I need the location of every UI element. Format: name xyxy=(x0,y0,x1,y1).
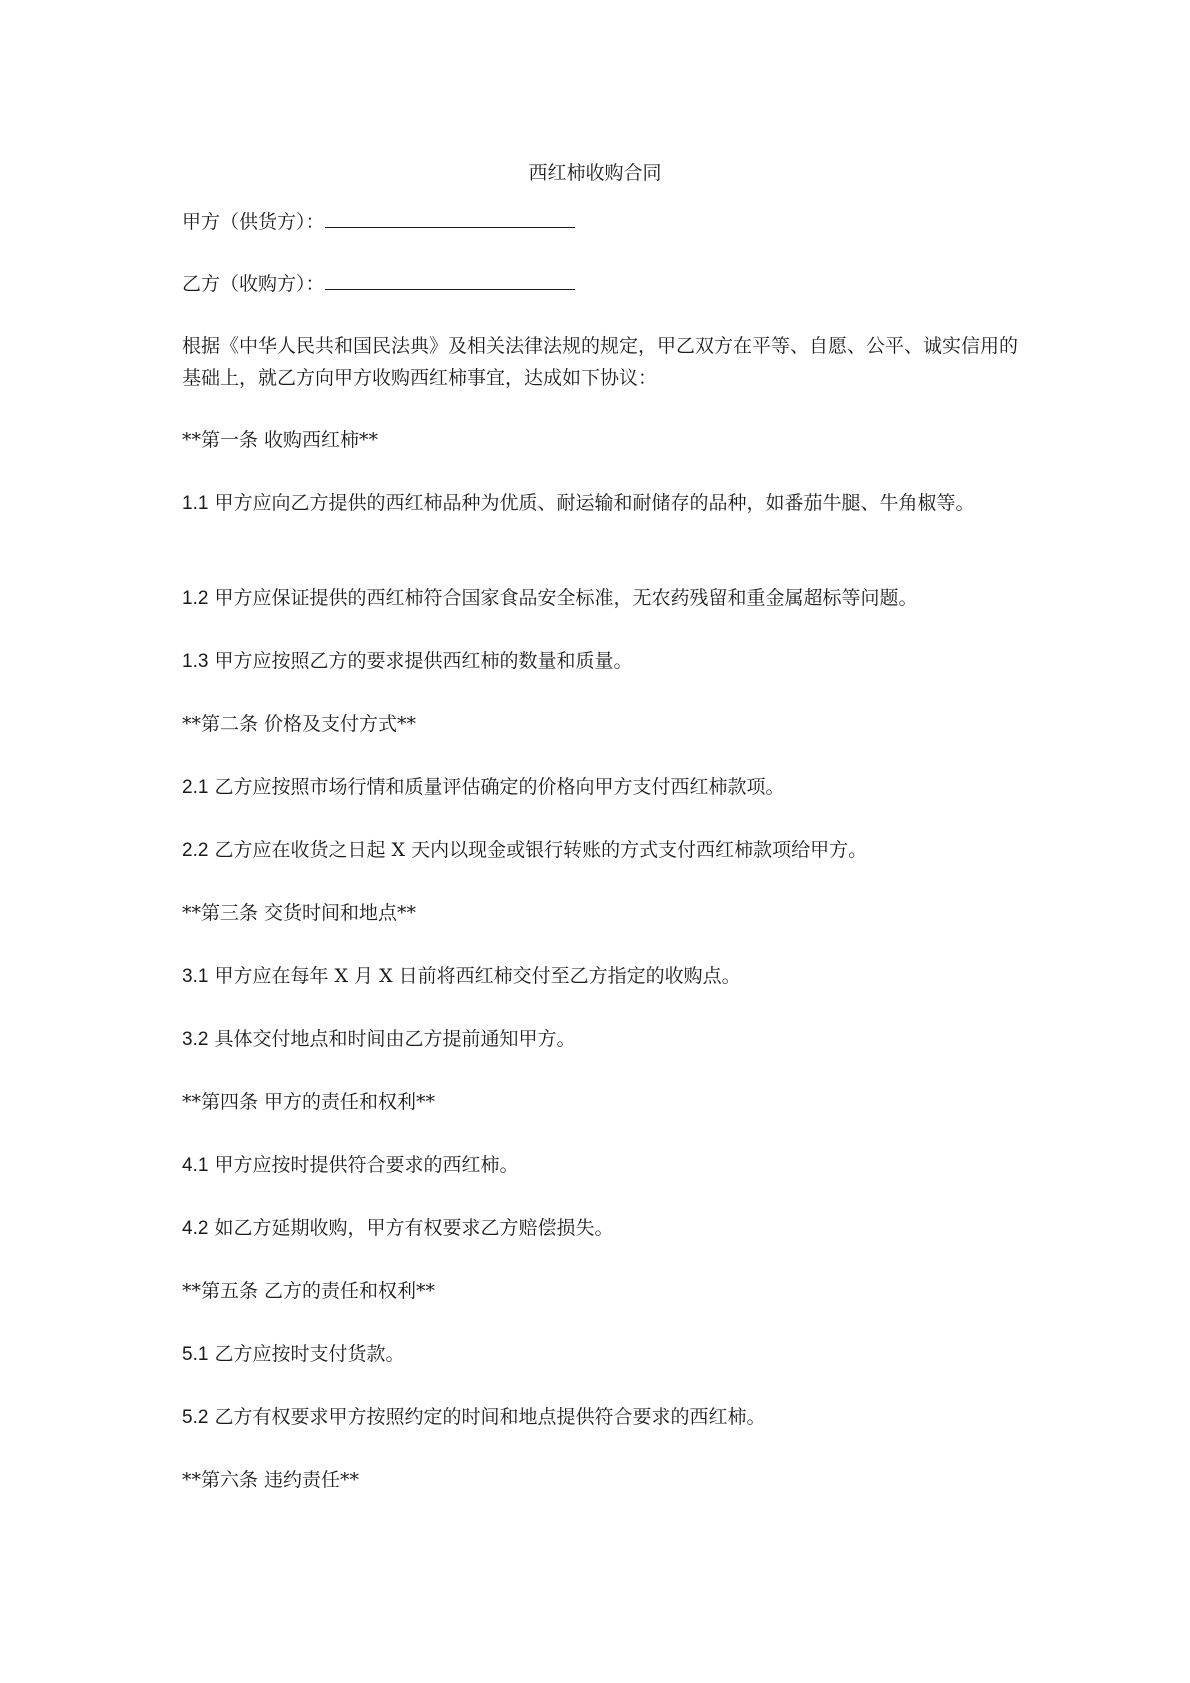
clause-number: 1.1 xyxy=(182,493,209,514)
section-heading-4: **第四条 甲方的责任和权利** xyxy=(182,1091,436,1113)
clause-3-2 xyxy=(182,1023,1022,1056)
intro-paragraph: 根据《中华人民共和国民法典》及相关法律法规的规定，甲乙双方在平等、自愿、公平、诚实信用的基础上，就乙方向甲方收购西红柿事宜，达成如下协议： xyxy=(182,335,1019,389)
clause-1-1 xyxy=(182,487,1022,520)
clause-text: 乙方应在收货之日起 X 天内以现金或银行转账的方式支付西红柿款项给甲方。 xyxy=(214,839,868,861)
clause-number: 4.1 xyxy=(182,1155,209,1176)
clause-text: 乙方有权要求甲方按照约定的时间和地点提供符合要求的西红柿。 xyxy=(214,1406,766,1428)
party-a-line xyxy=(182,205,1022,238)
clause-2-1 xyxy=(182,771,1022,804)
clause-2-2 xyxy=(182,834,1022,867)
clause-number: 5.2 xyxy=(182,1407,209,1428)
party-b-line xyxy=(182,267,1022,300)
section-heading-3: **第三条 交货时间和地点** xyxy=(182,902,417,924)
clause-1-2 xyxy=(182,582,1022,615)
party-b-label: 乙方（收购方）： xyxy=(182,273,325,295)
section-heading-6: **第六条 违约责任** xyxy=(182,1469,360,1491)
clause-number: 3.2 xyxy=(182,1029,209,1050)
section-heading-5: **第五条 乙方的责任和权利** xyxy=(182,1280,436,1302)
party-a-blank xyxy=(325,205,575,228)
clause-number: 2.2 xyxy=(182,840,209,861)
section-heading-2: **第二条 价格及支付方式** xyxy=(182,713,417,735)
clause-number: 1.2 xyxy=(182,588,209,609)
clause-4-2 xyxy=(182,1212,1022,1245)
document-title: 西红柿收购合同 xyxy=(528,162,662,184)
clause-number: 2.1 xyxy=(182,777,209,798)
clause-number: 1.3 xyxy=(182,651,209,672)
clause-5-2 xyxy=(182,1401,1022,1434)
clause-text: 甲方应在每年 X 月 X 日前将西红柿交付至乙方指定的收购点。 xyxy=(214,965,741,987)
clause-3-1 xyxy=(182,960,1022,993)
clause-1-3 xyxy=(182,645,1022,678)
party-b-blank xyxy=(325,267,575,290)
clause-number: 3.1 xyxy=(182,966,209,987)
clause-text: 具体交付地点和时间由乙方提前通知甲方。 xyxy=(214,1028,576,1050)
section-heading-1: **第一条 收购西红柿** xyxy=(182,429,379,451)
clause-text: 乙方应按照市场行情和质量评估确定的价格向甲方支付西红柿款项。 xyxy=(214,776,785,798)
clause-number: 4.2 xyxy=(182,1218,209,1239)
clause-5-1 xyxy=(182,1338,1022,1371)
party-a-label: 甲方（供货方）： xyxy=(182,211,325,233)
clause-4-1 xyxy=(182,1149,1022,1182)
clause-text: 甲方应按照乙方的要求提供西红柿的数量和质量。 xyxy=(214,650,633,672)
clause-text: 甲方应按时提供符合要求的西红柿。 xyxy=(214,1154,519,1176)
clause-text: 如乙方延期收购，甲方有权要求乙方赔偿损失。 xyxy=(214,1217,614,1239)
clause-text: 甲方应向乙方提供的西红柿品种为优质、耐运输和耐储存的品种，如番茄牛腿、牛角椒等。 xyxy=(214,492,975,514)
clause-text: 乙方应按时支付货款。 xyxy=(214,1343,405,1365)
clause-text: 甲方应保证提供的西红柿符合国家食品安全标准，无农药残留和重金属超标等问题。 xyxy=(214,587,918,609)
clause-number: 5.1 xyxy=(182,1344,209,1365)
